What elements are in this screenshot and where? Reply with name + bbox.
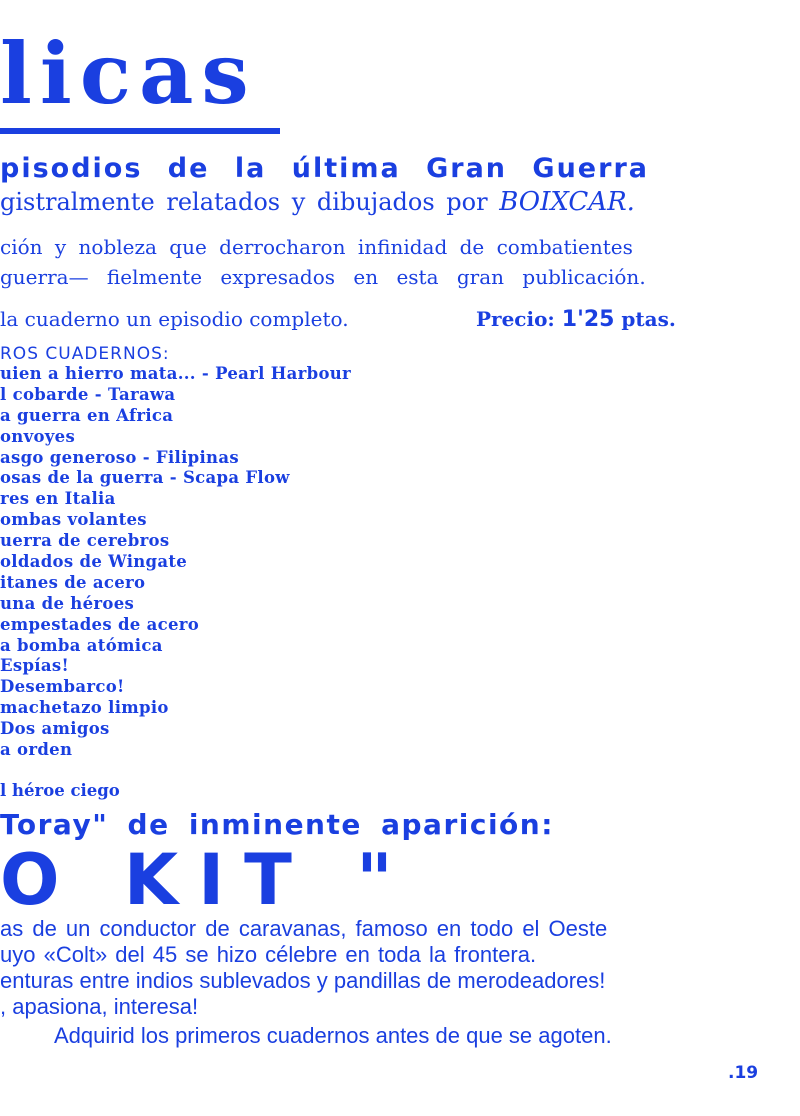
list-item: uerra de cerebros: [0, 531, 170, 551]
series-subheading: pisodios de la última Gran Guerra: [0, 153, 649, 184]
episode-note: la cuaderno un episodio completo.: [0, 307, 349, 331]
description-line: as de un conductor de caravanas, famoso en todo el Oeste: [0, 916, 608, 941]
announcement-headline: Toray" de inminente aparición:: [0, 808, 554, 841]
list-item: oldados de Wingate: [0, 552, 188, 572]
list-item: asgo generoso - Filipinas: [0, 447, 239, 467]
byline: [0, 186, 635, 218]
byline-text: gistralmente relatados y dibujados por: [0, 188, 488, 216]
list-item: l cobarde - Tarawa: [0, 384, 176, 404]
title-underline-rule: [0, 128, 280, 134]
list-item: itanes de acero: [0, 572, 146, 592]
list-item: Desembarco!: [0, 677, 125, 697]
list-item: uien a hierro mata... - Pearl Harbour: [0, 364, 352, 383]
page-title: licas: [0, 24, 257, 123]
list-item: una de héroes: [0, 593, 135, 613]
description-line: , apasiona, interesa!: [0, 994, 199, 1019]
description-line: Adquirid los primeros cuadernos antes de que se agoten.: [54, 1023, 612, 1048]
list-item: machetazo limpio: [0, 698, 169, 718]
price-unit: ptas.: [621, 307, 676, 331]
list-item: a bomba atómica: [0, 635, 163, 655]
episode-list: [0, 364, 351, 761]
list-item: res en Italia: [0, 489, 116, 509]
list-item: ombas volantes: [0, 510, 147, 530]
list-item: onvoyes: [0, 426, 76, 446]
list-item: Dos amigos: [0, 719, 110, 739]
list-heading: ROS CUADERNOS:: [0, 344, 170, 364]
list-item: a orden: [0, 740, 73, 760]
price: [476, 304, 676, 335]
page-number: .19: [728, 1063, 759, 1083]
byline-author: BOIXCAR.: [499, 187, 635, 217]
intro-line-1: ción y nobleza que derrocharon infinidad de combatientes: [0, 235, 633, 259]
description-line: uyo «Colt» del 45 se hizo célebre en toda la frontera.: [0, 942, 537, 967]
kit-title: O KIT ": [0, 839, 413, 921]
price-value: 1'25: [561, 307, 615, 332]
price-label: Precio:: [476, 307, 555, 331]
list-item: Espías!: [0, 656, 69, 676]
list-item: osas de la guerra - Scapa Flow: [0, 468, 290, 488]
intro-line-2: guerra— fielmente expresados en esta gran publicación.: [0, 265, 646, 289]
list-item: empestades de acero: [0, 614, 200, 634]
list-item-hero: l héroe ciego: [0, 781, 120, 800]
description-line: enturas entre indios sublevados y pandillas de merodeadores!: [0, 968, 606, 993]
list-item: a guerra en Africa: [0, 405, 174, 425]
